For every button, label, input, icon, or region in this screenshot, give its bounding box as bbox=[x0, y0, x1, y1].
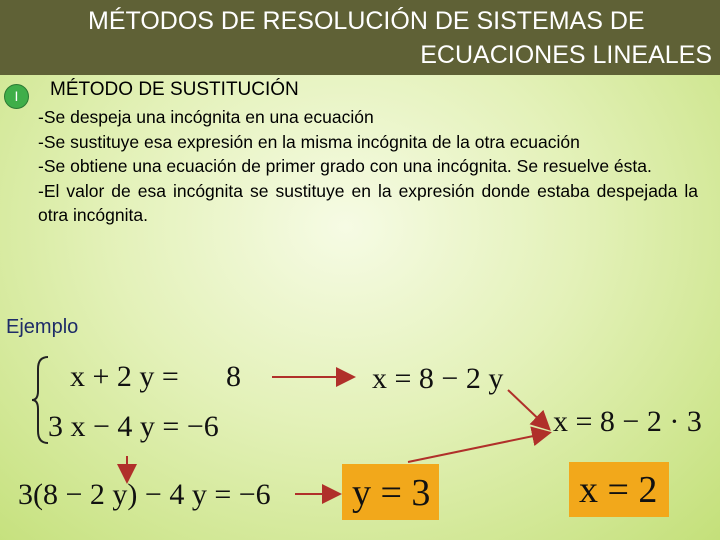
solution-x: x = 2 bbox=[579, 469, 658, 511]
step-1: -Se despeja una incógnita en una ecuación bbox=[38, 107, 374, 127]
step-3: -Se obtiene una ecuación de primer grado con una incógnita. Se resuelve ésta. bbox=[38, 156, 652, 176]
step-2: -Se sustituye esa expresión en la misma incógnita de la otra ecuación bbox=[38, 131, 580, 152]
substituted-x-expression: x = 8 − 2 · 3 bbox=[553, 405, 702, 438]
equation-2: 3 x − 4 y = −6 bbox=[48, 410, 219, 443]
slide-title-line-1: MÉTODOS DE RESOLUCIÓN DE SISTEMAS DE bbox=[88, 7, 645, 35]
arrow-solution-y-to-x bbox=[408, 433, 548, 462]
equation-1-lhs: x + 2 y = bbox=[70, 360, 179, 393]
section-number-badge: I bbox=[4, 84, 29, 109]
example-label: Ejemplo bbox=[6, 316, 79, 338]
method-heading: MÉTODO DE SUSTITUCIÓN bbox=[50, 79, 299, 100]
substitution-equation: 3(8 − 2 y) − 4 y = −6 bbox=[18, 478, 271, 511]
solution-y: y = 3 bbox=[352, 472, 431, 514]
arrow-to-substituted-x bbox=[508, 390, 548, 428]
step-4: -El valor de esa incógnita se sustituye en la expresión donde estaba despejada la otra incógnita. bbox=[38, 180, 698, 225]
equation-1-rhs: 8 bbox=[226, 360, 241, 393]
isolated-expression: x = 8 − 2 y bbox=[372, 362, 504, 395]
slide-title-line-2: ECUACIONES LINEALES bbox=[420, 41, 712, 69]
